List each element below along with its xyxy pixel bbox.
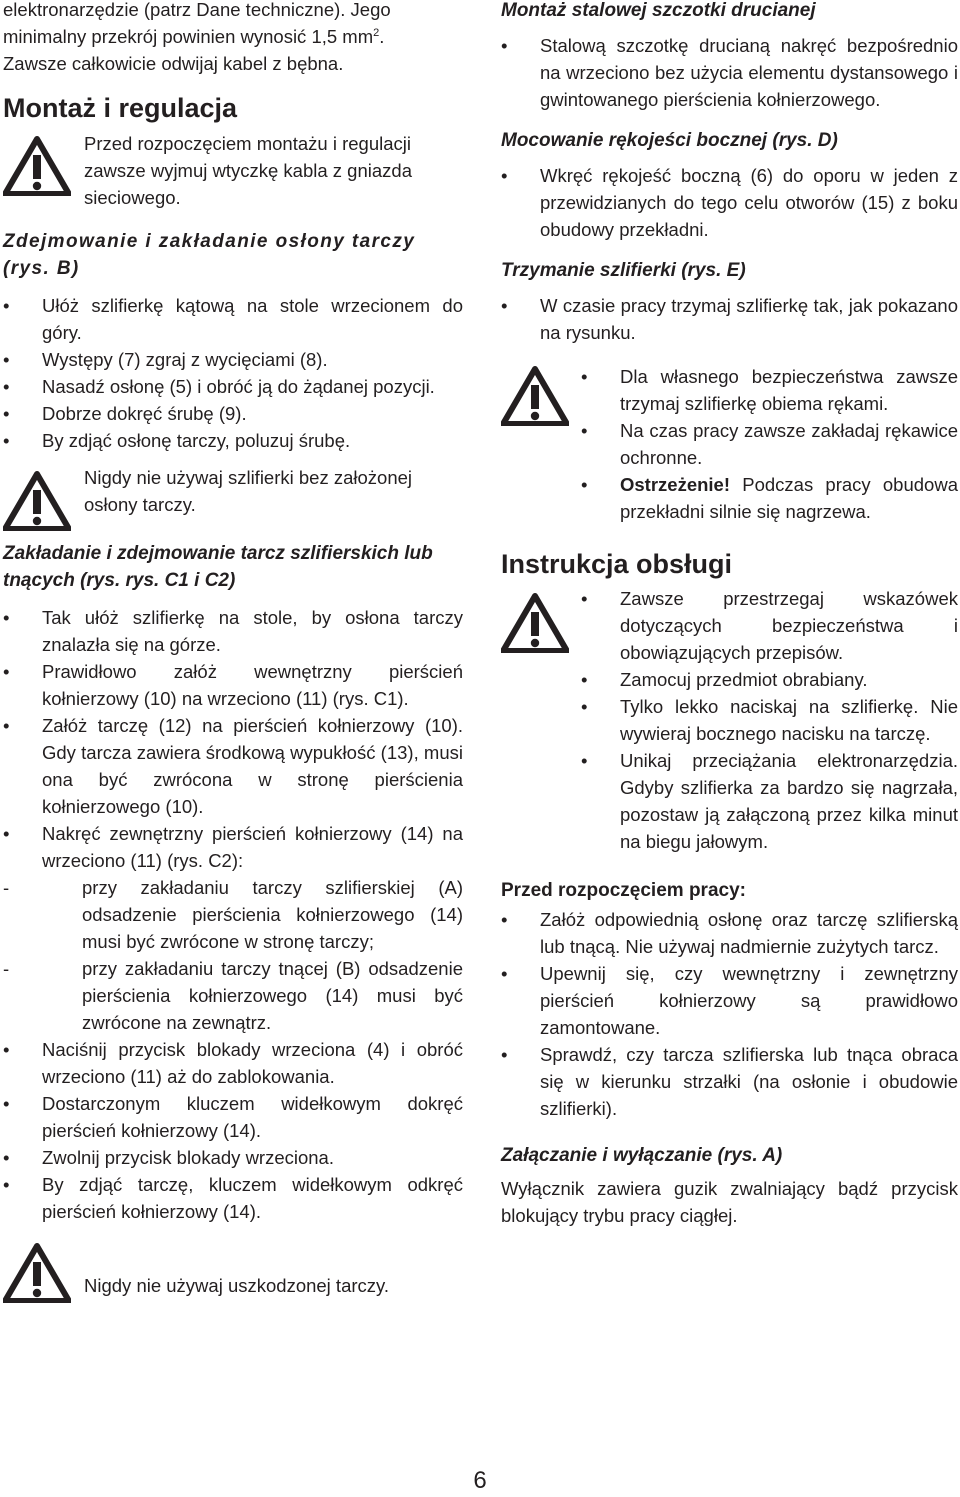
handle-steps-list (501, 162, 958, 243)
warning-triangle-icon (3, 136, 71, 196)
list-item: • Tylko lekko naciskaj na szlifierkę. Nie wywieraj bocznego nacisku na tarczę. (581, 693, 958, 747)
before-heading: Przed rozpoczęciem pracy: (501, 880, 746, 901)
handle-heading: Mocowanie rękojeści bocznej (rys. D) (501, 130, 838, 151)
list-item: • Występy (7) zgraj z wycięciami (8). (3, 346, 463, 373)
list-item: • Załóż odpowiednią osłonę oraz tarczę szlifierską lub tnącą. Nie używaj nadmiernie zużytych tarcz. (501, 906, 958, 960)
before-steps-list (501, 906, 958, 1122)
guard-warning-text: Nigdy nie używaj szlifierki bez założonej osłony tarczy. (84, 467, 413, 515)
intro-line-1: elektronarzędzie (patrz Dane techniczne). Jego (3, 0, 391, 20)
intro-line-2-end: . (379, 26, 385, 47)
list-item: • By zdjąć tarczę, kluczem widełkowym odkręć pierścień kołnierzowy (14). (3, 1171, 463, 1225)
warning-triangle-icon (3, 1243, 71, 1303)
guard-warning-block (3, 464, 463, 531)
assembly-heading: Montaż i regulacja (3, 93, 238, 123)
disc-steps-list (3, 604, 463, 1225)
intro-line-3: Zawsze całkowicie odwijaj kabel z bębna. (3, 53, 344, 74)
list-item: • Dostarczonym kluczem widełkowym dokręć pierścień kołnierzowy (14). (3, 1090, 463, 1144)
list-item: • Upewnij się, czy wewnętrzny i zewnętrzny pierścień kołnierzowy są prawidłowo zamontowane. (501, 960, 958, 1041)
operation-warning-list (581, 585, 958, 855)
list-item: • Prawidłowo załóż wewnętrzny pierścień kołnierzowy (10) na wrzeciono (11) (rys. C1). (3, 658, 463, 712)
switch-heading: Załączanie i wyłączanie (rys. A) (501, 1145, 783, 1166)
list-subitem: - przy zakładaniu tarczy tnącej (B) odsadzenie pierścienia kołnierzowego (14) musi być zwrócone na zewnątrz. (3, 955, 463, 1036)
operation-warning-block (501, 585, 958, 855)
holding-warning-block (501, 363, 958, 525)
page-number: 6 (473, 1467, 487, 1494)
left-column (3, 0, 463, 1303)
list-item: • Nakręć zewnętrzny pierścień kołnierzowy (14) na wrzeciono (11) (rys. C2): (3, 820, 463, 874)
list-item: • Na czas pracy zawsze zakładaj rękawice ochronne. (581, 417, 958, 471)
list-item: • W czasie pracy trzymaj szlifierkę tak, jak pokazano na rysunku. (501, 292, 958, 346)
switch-text: Wyłącznik zawiera guzik zwalniający bądź przycisk blokujący trybu pracy ciągłej. (501, 1178, 958, 1226)
list-item: • Dobrze dokręć śrubę (9). (3, 400, 463, 427)
list-item: • Zwolnij przycisk blokady wrzeciona. (3, 1144, 463, 1171)
brush-heading: Montaż stalowej szczotki drucianej (501, 0, 816, 21)
list-item: • Tak ułóż szlifierkę na stole, by osłona tarczy znalazła się na górze. (3, 604, 463, 658)
list-item: • Wkręć rękojeść boczną (6) do oporu w jeden z przewidzianych do tego celu otworów (15) z boku obudowy przekładni. (501, 162, 958, 243)
list-subitem: - przy zakładaniu tarczy szlifierskiej (A) odsadzenie pierścienia kołnierzowego (14) musi być zwrócone w stronę tarczy; (3, 874, 463, 955)
list-item: • Sprawdź, czy tarcza szlifierska lub tnąca obraca się w kierunku strzałki (na osłonie i obudowie szlifierki). (501, 1041, 958, 1122)
list-item: • Zamocuj przedmiot obrabiany. (581, 666, 958, 693)
holding-warning-list (581, 363, 958, 525)
brush-steps-list (501, 32, 958, 113)
guard-steps-list (3, 292, 463, 454)
assembly-warning-block (3, 130, 463, 211)
list-item: • Dla własnego bezpieczeństwa zawsze trzymaj szlifierkę obiema rękami. (581, 363, 958, 417)
list-item (581, 471, 958, 525)
list-item: • Nasadź osłonę (5) i obróć ją do żądanej pozycji. (3, 373, 463, 400)
warning-triangle-icon (501, 593, 569, 653)
list-item: • Unikaj przeciążania elektronarzędzia. Gdyby szlifierka za bardzo się nagrzała, pozostaw ją załączoną przez kilka minut na biegu jałowym. (581, 747, 958, 855)
disc-heading: Zakładanie i zdejmowanie tarcz szlifierskich lub tnących (rys. rys. C1 i C2) (3, 543, 433, 591)
list-item: • Ułóż szlifierkę kątową na stole wrzecionem do góry. (3, 292, 463, 346)
guard-heading: Zdejmowanie i zakładanie osłony tarczy (rys. B) (3, 231, 416, 279)
list-item: • By zdjąć osłonę tarczy, poluzuj śrubę. (3, 427, 463, 454)
list-item: • Naciśnij przycisk blokady wrzeciona (4) i obróć wrzeciono (11) aż do zablokowania. (3, 1036, 463, 1090)
caution-label: Ostrzeżenie! (620, 474, 731, 495)
assembly-warning-text: Przed rozpoczęciem montażu i regulacji zawsze wyjmuj wtyczkę kabla z gniazda sieciowego. (84, 133, 412, 208)
right-column (501, 0, 958, 1229)
disc-warning-block (3, 1243, 463, 1303)
intro-paragraph (3, 0, 463, 77)
holding-steps-list (501, 292, 958, 346)
intro-line-2: minimalny przekrój powinien wynosić 1,5 mm (3, 26, 374, 47)
intro-superscript: 2 (373, 26, 380, 39)
warning-triangle-icon (3, 471, 71, 531)
list-item: • Stalową szczotkę drucianą nakręć bezpośrednio na wrzeciono bez użycia elementu dystansowego i gwintowanego pierścienia kołnierzowego. (501, 32, 958, 113)
warning-triangle-icon (501, 366, 569, 426)
disc-warning-text: Nigdy nie używaj uszkodzonej tarczy. (84, 1275, 390, 1296)
list-item: • Załóż tarczę (12) na pierścień kołnierzowy (10). Gdy tarcza zawiera środkową wypukłość (13), musi ona być zwrócona w stronę pierścienia kołnierzowego (10). (3, 712, 463, 820)
operation-heading: Instrukcja obsługi (501, 549, 733, 579)
list-item: • Zawsze przestrzegaj wskazówek dotyczących bezpieczeństwa i obowiązujących przepisów. (581, 585, 958, 666)
holding-heading: Trzymanie szlifierki (rys. E) (501, 260, 746, 281)
caution-text: Podczas pracy obudowa przekładni silnie się nagrzewa. (620, 474, 958, 522)
